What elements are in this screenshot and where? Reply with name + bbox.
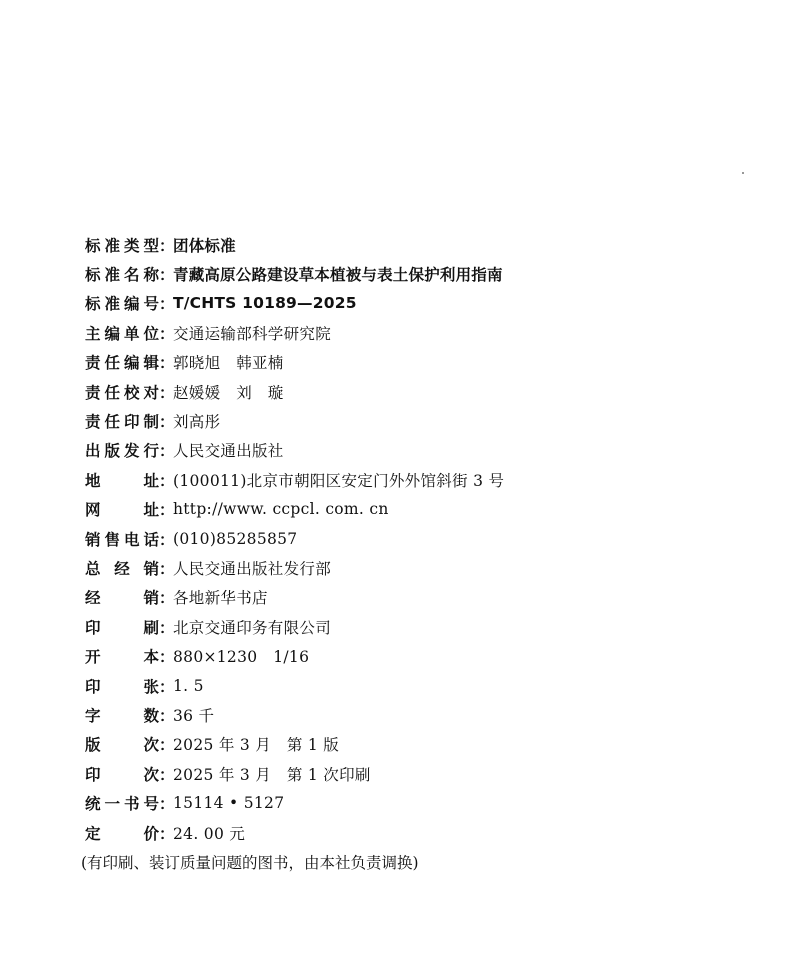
field-label: 定价 bbox=[85, 824, 159, 843]
quality-note: (有印刷、装订质量问题的图书，由本社负责调换) bbox=[81, 853, 419, 872]
field-colon: ： bbox=[159, 295, 175, 314]
field-label: 标准类型 bbox=[85, 236, 159, 255]
field-colon: ： bbox=[159, 530, 175, 549]
colophon-row bbox=[85, 289, 765, 318]
field-colon: ： bbox=[159, 354, 175, 373]
field-value: 15114 • 5127 bbox=[173, 794, 285, 813]
field-label: 印张 bbox=[85, 677, 159, 696]
colophon-row bbox=[85, 788, 765, 817]
field-value: (010)85285857 bbox=[173, 529, 298, 548]
colophon-row bbox=[85, 730, 765, 759]
field-colon: ： bbox=[159, 648, 175, 667]
field-label: 标准名称 bbox=[85, 266, 159, 285]
colophon-row bbox=[85, 436, 765, 465]
field-label: 印刷 bbox=[85, 618, 159, 637]
colophon-row bbox=[85, 818, 765, 847]
colophon-row bbox=[85, 524, 765, 553]
field-colon: ： bbox=[159, 266, 175, 285]
field-colon: ： bbox=[159, 559, 175, 578]
field-value: 人民交通出版社发行部 bbox=[173, 559, 332, 578]
colophon-row bbox=[85, 465, 765, 494]
field-colon: ： bbox=[159, 618, 175, 637]
field-label: 字数 bbox=[85, 706, 159, 725]
colophon-row bbox=[85, 700, 765, 729]
field-value: 郭晓旭 韩亚楠 bbox=[173, 354, 284, 373]
field-value: 刘高彤 bbox=[173, 413, 221, 432]
field-label: 网址 bbox=[85, 501, 159, 520]
colophon-block bbox=[81, 230, 765, 877]
field-label: 标准编号 bbox=[85, 295, 159, 314]
field-colon: ： bbox=[159, 765, 175, 784]
field-colon: ： bbox=[159, 324, 175, 343]
colophon-row bbox=[85, 583, 765, 612]
field-colon: ： bbox=[159, 706, 175, 725]
field-value: 人民交通出版社 bbox=[173, 442, 284, 461]
field-value: 北京交通印务有限公司 bbox=[173, 618, 332, 637]
colophon-row bbox=[85, 641, 765, 670]
field-value: 36 千 bbox=[173, 706, 215, 725]
colophon-row bbox=[85, 259, 765, 288]
colophon-row bbox=[85, 406, 765, 435]
field-colon: ： bbox=[159, 589, 175, 608]
field-colon: ： bbox=[159, 236, 175, 255]
field-label: 开本 bbox=[85, 648, 159, 667]
field-label: 出版发行 bbox=[85, 442, 159, 461]
field-label: 主编单位 bbox=[85, 324, 159, 343]
colophon-row bbox=[85, 495, 765, 524]
field-colon: ： bbox=[159, 383, 175, 402]
field-label: 印次 bbox=[85, 765, 159, 784]
field-value: 青藏高原公路建设草本植被与表土保护利用指南 bbox=[173, 266, 503, 285]
field-label: 销售电话 bbox=[85, 530, 159, 549]
field-value: (100011)北京市朝阳区安定门外外馆斜街 3 号 bbox=[173, 471, 505, 490]
colophon-row bbox=[85, 671, 765, 700]
field-value: T/CHTS 10189—2025 bbox=[173, 294, 357, 313]
scan-speck bbox=[742, 172, 744, 174]
colophon-row bbox=[85, 230, 765, 259]
field-label: 责任编辑 bbox=[85, 354, 159, 373]
field-colon: ： bbox=[159, 795, 175, 814]
field-label: 责任校对 bbox=[85, 383, 159, 402]
colophon-row bbox=[85, 553, 765, 582]
colophon-row bbox=[85, 377, 765, 406]
field-label: 总经销 bbox=[85, 559, 159, 578]
field-value: 2025 年 3 月 第 1 次印刷 bbox=[173, 765, 371, 784]
field-colon: ： bbox=[159, 736, 175, 755]
field-value: http://www. ccpcl. com. cn bbox=[173, 500, 389, 519]
colophon-rows bbox=[85, 230, 765, 847]
field-label: 统一书号 bbox=[85, 795, 159, 814]
field-value: 2025 年 3 月 第 1 版 bbox=[173, 736, 340, 755]
field-value: 交通运输部科学研究院 bbox=[173, 324, 332, 343]
field-colon: ： bbox=[159, 677, 175, 696]
field-colon: ： bbox=[159, 442, 175, 461]
field-label: 地址 bbox=[85, 471, 159, 490]
field-value: 1. 5 bbox=[173, 676, 204, 695]
field-label: 版次 bbox=[85, 736, 159, 755]
field-colon: ： bbox=[159, 824, 175, 843]
colophon-row bbox=[85, 759, 765, 788]
field-value: 880×1230 1/16 bbox=[173, 648, 310, 667]
field-value: 24. 00 元 bbox=[173, 824, 246, 843]
colophon-row bbox=[85, 318, 765, 347]
field-label: 经销 bbox=[85, 589, 159, 608]
field-colon: ： bbox=[159, 471, 175, 490]
field-value: 赵媛媛 刘 璇 bbox=[173, 383, 284, 402]
field-value: 各地新华书店 bbox=[173, 589, 268, 608]
field-colon: ： bbox=[159, 413, 175, 432]
field-label: 责任印制 bbox=[85, 413, 159, 432]
field-colon: ： bbox=[159, 501, 175, 520]
colophon-row bbox=[85, 612, 765, 641]
field-value: 团体标准 bbox=[173, 236, 236, 255]
colophon-row bbox=[85, 348, 765, 377]
